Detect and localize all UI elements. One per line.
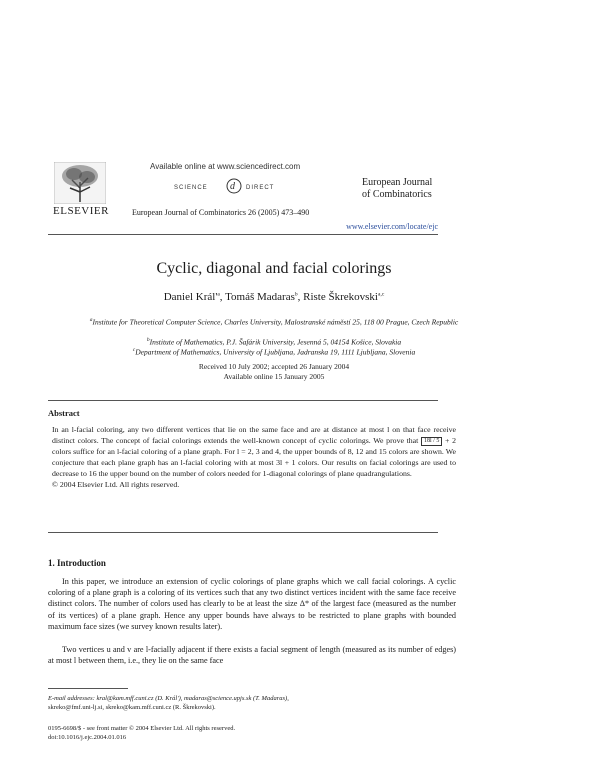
journal-url-link[interactable]: www.elsevier.com/locate/ejc [346,222,438,231]
sciencedirect-left-text: SCIENCE [174,185,208,191]
abstract-end-rule [48,532,438,533]
publisher-name: ELSEVIER [53,205,109,217]
footnote-rule [48,688,128,689]
author-list: Daniel $Král'^a$, Tomáš Madaras$^b$, Riste Škrekovski$^{a,c}$ [163,291,385,303]
article-title: Cyclic, diagonal and facial colorings [156,260,392,277]
article-dates [48,362,500,382]
received-date: Received 10 July 2002; accepted 26 January 2004 [198,362,350,371]
doi-line: doi:10.1016/j.ejc.2004.01.016 [48,734,127,741]
sciencedirect-right-text: DIRECT [246,185,275,191]
online-date: Available online 15 January 2005 [223,372,325,381]
journal-citation: European Journal of Combinatorics 26 (2005) 473–490 [132,208,310,217]
journal-name-line1: European Journal [362,177,433,188]
header-rule [48,234,438,235]
section-heading-introduction: 1. Introduction [48,558,106,568]
abstract-copyright: © 2004 Elsevier Ltd. All rights reserved. [52,480,180,489]
affiliation-c: $^c$Department of Mathematics, University of Ljubljana, Jadranska 19, 1111 Ljubljana, Slovenia [132,347,416,357]
intro-paragraph-2: Two vertices u and v are l-facially adjacent if there exists a facial segment of length (measured as its number of edges) at most l between them, i.e., they lie on the same face [48,645,456,666]
issn-line: 0195-6698/$ - see front matter © 2004 Elsevier Ltd. All rights reserved. [48,725,236,732]
article-identifiers [48,724,456,742]
intro-paragraph-1: In this paper, we introduce an extension of cyclic colorings of plane graphs which we call facial colorings. A cyclic coloring of a plane graph is a coloring of its vertices such that any two distinct vertices incident with the same face receive distinct colors. The number of colors used has clearly to be at least the size Δ* of the largest face (measured as the number of its vertices) of a plane graph. Hence any upper bounds have always to be restricted to plane graphs with bounded maximum face sizes (we survey known results later). [48,577,456,631]
affiliation-a: $^a$Institute for Theoretical Computer Science, Charles University, Malostranské náměstí 25, 118 00 Prague, Czech Republic [89,317,459,327]
elsevier-tree-icon [54,162,106,204]
email-footnote: E-mail addresses: kral@kam.mff.cuni.cz (D. Král'), madaras@science.upjs.sk (T. Madaras), skreko@fmf.uni-lj.si, skreko@kam.mff.cuni.cz (R. Škrekovski). [48,695,289,711]
svg-text:d: d [230,181,235,192]
fraction-box: 18l / 5 [421,437,442,446]
sciencedirect-logo [172,178,302,194]
abstract-rule [48,400,438,401]
journal-name-line2: of Combinatorics [362,189,432,200]
abstract-heading: Abstract [48,408,80,418]
abstract-body: In an l-facial coloring, any two different vertices that lie on the same face and are at distance at most l on that face receive distinct colors. The concept of facial colorings extends the well-known concept of cyclic colorings. We prove that 18l / 5 + 2 colors suffice for an l-facial coloring of a plane graph. For l = 2, 3 and 4, the upper bounds of 8, 12 and 15 colors are shown. We conjecture that each plane graph has an l-facial coloring with at most 3l + 1 colors. Our results on facial colorings are used to decrease to 16 the upper bound on the number of colors needed for 1-diagonal colorings of plane quadrangulations. © 2004 Elsevier Ltd. All rights reserved. [52,425,456,489]
availability-notice: Available online at www.sciencedirect.com [150,162,301,171]
journal-name [362,177,462,201]
affiliation-b: $^b$Institute of Mathematics, P.J. Šafárik University, Jesenná 5, 04154 Košice, Slovakia [146,337,402,347]
